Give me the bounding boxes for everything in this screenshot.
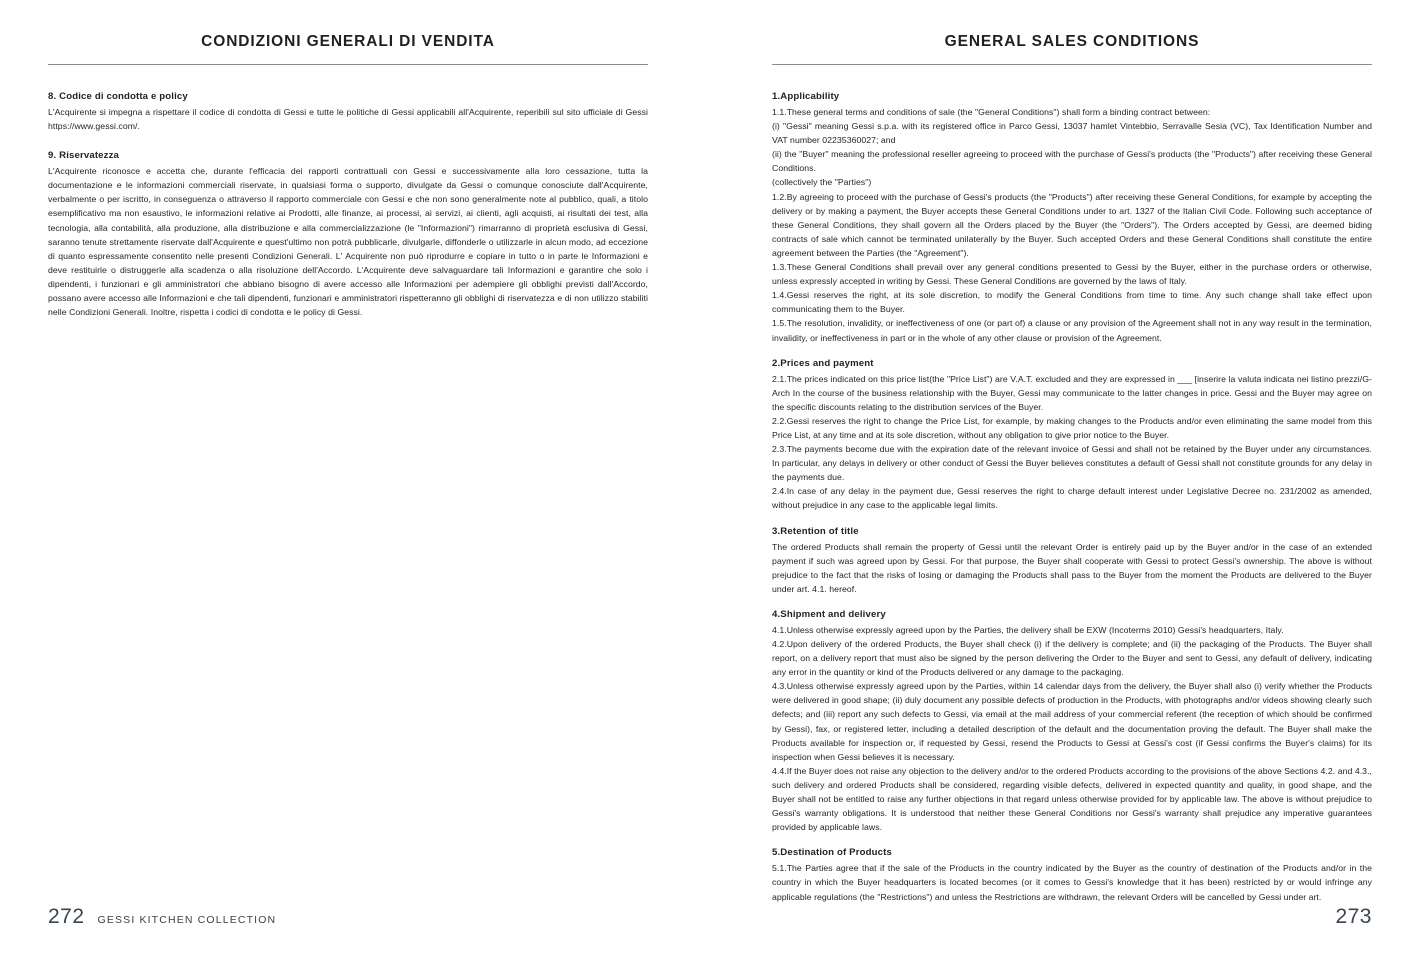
title-divider-left (48, 64, 648, 65)
page-title-right: GENERAL SALES CONDITIONS (944, 33, 1200, 50)
section-paragraph: 4.3.Unless otherwise expressly agreed upon by the Parties, within 14 calendar days from the delivery, the Buyer shall also (i) verify whether the Products were delivered in good shape; (ii) duly document any possible defects of production in the Products, with photographs and/or videos showing clearly such defects; and (iii) report any such defects to Gessi, via email at the mail address of your commercial referent (the reception of which should be confirmed by Gessi), fax, or registered letter, including a detailed description of the default and the documentation proving the default. The Buyer shall make the Products available for inspection or, if requested by Gessi, resend the Products to Gessi at Gessi's cost (if Gessi confirms the Buyer's claims) for its inspection when Gessi believes it is necessary. (772, 681, 1372, 762)
page-title-left: CONDIZIONI GENERALI DI VENDITA (201, 33, 495, 50)
section-paragraph: 4.2.Upon delivery of the ordered Products, the Buyer shall check (i) if the delivery is complete; and (ii) the packaging of the Products. The Buyer shall report, on a delivery report that must also be signed by the person delivering the Order to the Buyer and sent to Gessi, any default of delivery, indicating any error in the quantity or kind of the Products delivered or any damage to the packaging. (772, 639, 1372, 678)
section-heading: 5.Destination of Products (772, 847, 892, 859)
section-block (772, 847, 1372, 903)
section-block (772, 358, 1372, 513)
section-paragraph: (ii) the "Buyer" meaning the professional reseller agreeing to proceed with the purchase of Gessi's products (the "Products") after receiving these General Conditions. (772, 149, 1372, 174)
section-block (48, 150, 648, 319)
section-paragraph: (i) "Gessi" meaning Gessi s.p.a. with its registered office in Parco Gessi, 13037 hamlet Vintebbio, Serravalle Sesia (VC), Tax Identification Number and VAT number 02235360027; and (772, 121, 1372, 146)
section-paragraph: 1.3.These General Conditions shall prevail over any general conditions presented to Gessi by the Buyer, either in the purchase orders or otherwise, unless expressly accepted in writing by Gessi. These General Conditions are governed by the laws of Italy. (772, 262, 1372, 287)
section-paragraph: 2.1.The prices indicated on this price list(the "Price List") are V.A.T. excluded and they are expressed in ___ [inserire la valuta indicata nei listino prezzi/G-Arch In the course of the business relationship with the Buyer, Gessi may communicate to the latter changes in price. Gessi and the Buyer may agree on the specific discounts relating to the distribution services of the Buyer. (772, 373, 1372, 412)
section-heading: 3.Retention of title (772, 525, 859, 537)
footer-left (48, 905, 276, 929)
section-paragraph: 4.1.Unless otherwise expressly agreed upon by the Parties, the delivery shall be EXW (Incoterms 2010) Gessi's headquarters, Italy. (772, 624, 1284, 635)
section-paragraph: L'Acquirente si impegna a rispettare il codice di condotta di Gessi e tutte le politiche di Gessi applicabili all'Acquirente, reperibili sul sito ufficiale di Gessi https://www.gessi.com/. (48, 107, 648, 132)
page-number: 272 (48, 905, 85, 928)
right-page-content (772, 91, 1372, 904)
section-paragraph: 5.1.The Parties agree that if the sale of the Products in the country indicated by the Buyer as the country of destination of the Products and/or in the country in which the Buyer headquarters is located becomes (or it comes to Gessi's knowledge that it has been) restricted by or would infringe any applicable regulations (the "Restrictions") and unless the Restrictions are withdrawn, the relevant Orders will be cancelled by Gessi under art. (772, 863, 1372, 902)
section-paragraph: 1.4.Gessi reserves the right, at its sole discretion, to modify the General Conditions from time to time. Any such change shall take effect upon communicating them to the Buyer. (772, 290, 1372, 315)
section-heading: 4.Shipment and delivery (772, 608, 886, 620)
page-number: 273 (1335, 905, 1372, 928)
footer-collection-label: GESSI KITCHEN COLLECTION (97, 914, 277, 926)
section-block (772, 609, 1372, 834)
section-paragraph: 2.2.Gessi reserves the right to change the Price List, for example, by making changes to the Products and/or even eliminating the same model from this Price List, at any time and at its sole discretion, without any obligation to give prior notice to the Buyer. (772, 415, 1372, 440)
section-heading: 2.Prices and payment (772, 357, 874, 369)
section-paragraph: The ordered Products shall remain the property of Gessi until the relevant Order is entirely paid up by the Buyer and/or in the case of an extended payment if such was agreed upon by Gessi. For that purpose, the Buyer shall cooperate with Gessi to protect Gessi's ownership. The above is without prejudice to the fact that the risks of losing or damaging the Products shall pass to the Buyer from the moment the Products are delivered to the Buyer under art. 4.1. hereof. (772, 541, 1372, 594)
section-block (48, 91, 648, 133)
section-heading: 1.Applicability (772, 91, 840, 102)
section-paragraph: (collectively the "Parties") (772, 177, 872, 188)
left-page-content (48, 91, 648, 319)
page-right (710, 0, 1420, 959)
section-paragraph: 1.2.By agreeing to proceed with the purchase of Gessi's products (the "Products") after receiving these General Conditions, for example by accepting the delivery or by making a payment, the Buyer accepts these General Conditions under to art. 1327 of the Italian Civil Code. Following such acceptance of these General Conditions, they shall govern all the Orders placed by the Buyer (the "Orders"). The Orders accepted by Gessi, are deemed biding contracts of sale which cannot be terminated unilaterally by the Buyer. Such accepted Orders and these General Conditions shall constitute the entire agreement between the Parties (the "Agreement"). (772, 191, 1372, 258)
section-paragraph: 4.4.If the Buyer does not raise any objection to the delivery and/or to the ordered Products according to the provisions of the above Sections 4.2. and 4.3., such delivery and ordered Products shall be considered, regarding visible defects, delivered in expected quantity and quality, in good shape, and the Buyer shall not be entitled to raise any further objections in that regard unless otherwise provided for by applicable law. The above is without prejudice to Gessi's warranty obligations. It is understood that neither these General Conditions nor Gessi's warranty shall prejudice any imperative guarantees provided by applicable laws. (772, 765, 1372, 833)
section-paragraph: L'Acquirente riconosce e accetta che, durante l'efficacia dei rapporti contrattuali con Gessi e successivamente alla loro cessazione, tutta la documentazione e le informazioni commerciali riservate, in qualsiasi forma o supporto, divulgate da Gessi o comunque conosciute dall'Acquirente, verbalmente o per iscritto, in conseguenza o attraverso il rapporto commerciale con Gessi e che non sono generalmente note al pubblico, quali, a titolo esemplificativo ma non esaustivo, le informazioni relative ai Prodotti, alle finanze, ai processi, ai servizi, ai clienti, agli acquisti, ai risultati dei test, alla tecnologia, alla contabilità, alla produzione, alla distribuzione e alla commercializzazione (le "Informazioni") rimarranno di proprietà esclusiva di Gessi, saranno tenute strettamente riservate dall'Acquirente e quest'ultimo non potrà pubblicarle, divulgarle, diffonderle o utilizzarle in alcun modo, ad eccezione di quanto espressamente consentito nelle presenti Condizioni Generali. L' Acquirente non può riprodurre e copiare in tutto o in parte le Informazioni e deve restituirle o distruggerle alla scadenza o alla risoluzione dell'Accordo. L'Acquirente deve salvaguardare tali Informazioni e garantire che solo i dipendenti, i funzionari e gli amministratori che abbiano bisogno di avere accesso alle Informazioni per adempiere gli obblighi previsti dall'Accordo, possano avere accesso alle Informazioni e che tali dipendenti, funzionari e amministratori rispetteranno gli obblighi di riservatezza e di non utilizzo stabiliti nelle Condizioni Generali. Inoltre, rispetta i codici di condotta e le policy di Gessi. (48, 166, 648, 318)
footer-right (1335, 905, 1372, 929)
section-paragraph: 2.4.In case of any delay in the payment due, Gessi reserves the right to charge default interest under Legislative Decree no. 231/2002 as amended, without prejudice in any case to the applicable legal limits. (772, 486, 1372, 511)
section-paragraph: 2.3.The payments become due with the expiration date of the relevant invoice of Gessi and shall not be retained by the Buyer under any circumstances. In particular, any delays in delivery or other conduct of Gessi the Buyer believes constitutes a default of Gessi shall not constitute grounds for any delay in the payments due. (772, 444, 1372, 483)
section-heading: 8. Codice di condotta e policy (48, 91, 188, 102)
section-paragraph: 1.5.The resolution, invalidity, or ineffectiveness of one (or part of) a clause or any provision of the Agreement shall not in any way result in the termination, invalidity, or ineffectiveness in part or in the whole of any other clause or provision of the Agreement. (772, 318, 1372, 343)
section-block (772, 526, 1372, 596)
section-paragraph: 1.1.These general terms and conditions of sale (the "General Conditions") shall form a binding contract between: (772, 107, 1211, 117)
section-block (772, 91, 1372, 345)
title-divider-right (772, 64, 1372, 65)
page-gutter (710, 0, 711, 959)
section-heading: 9. Riservatezza (48, 150, 120, 162)
